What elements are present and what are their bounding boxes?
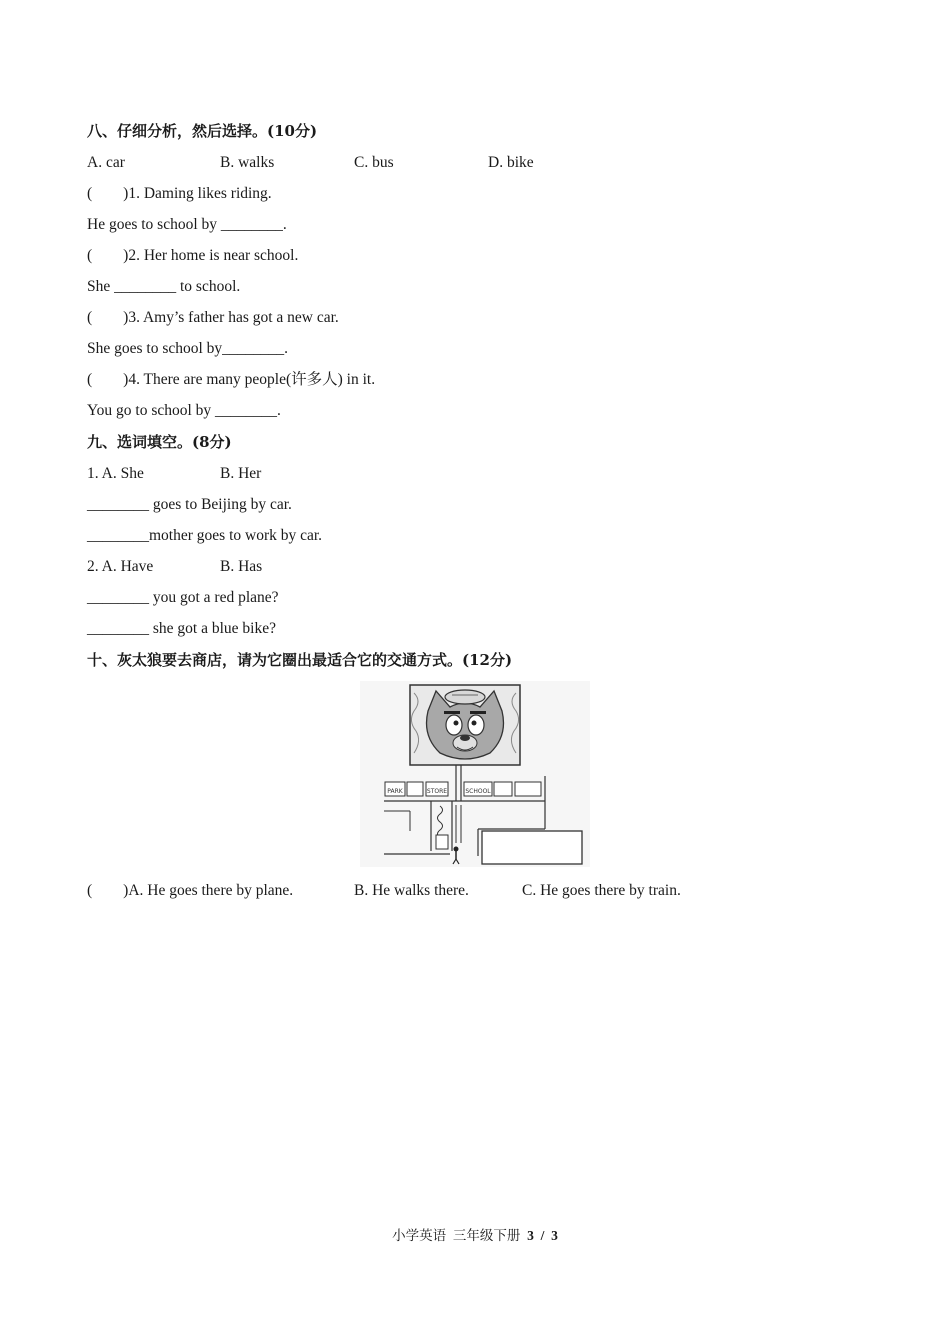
answer-option-c: C. He goes there by train.: [522, 882, 681, 899]
answer-option-b: B. He walks there.: [354, 882, 469, 899]
park-sign: PARK: [387, 788, 403, 795]
group-1-option-b: B. Her: [220, 465, 262, 482]
option-d: D. bike: [488, 154, 534, 171]
page-footer: [0, 1224, 950, 1244]
fill-line: ________ goes to Beijing by car.: [87, 496, 292, 513]
fill-line: ________ you got a red plane?: [87, 589, 279, 606]
answer-option-a: ( )A. He goes there by plane.: [87, 882, 294, 899]
fill-line: ________mother goes to work by car.: [87, 527, 323, 544]
answer-line-3: She goes to school by________.: [87, 340, 289, 357]
question-2: ( )2. Her home is near school.: [87, 247, 299, 264]
section-10-heading: 十、灰太狼要去商店，请为它圈出最适合它的交通方式。(12分): [87, 651, 513, 669]
group-2-option-b: B. Has: [220, 558, 263, 575]
store-sign: STORE: [426, 788, 448, 795]
group-1-option-a: 1. A. She: [87, 465, 144, 482]
question-1: ( )1. Daming likes riding.: [87, 185, 272, 202]
section-8-heading: 八、仔细分析，然后选择。(10分): [87, 122, 318, 140]
answer-line-4: You go to school by ________.: [87, 402, 281, 419]
section-9-heading: 九、选词填空。(8分): [87, 433, 232, 451]
option-c: C. bus: [354, 154, 394, 171]
fill-line: ________ she got a blue bike?: [87, 620, 276, 637]
option-a: A. car: [87, 154, 125, 171]
map-illustration: [360, 681, 590, 867]
page-number: 3 / 3: [527, 1228, 558, 1243]
answer-line-2: She ________ to school.: [87, 278, 241, 295]
question-4: ( )4. There are many people(许多人) in it.: [87, 371, 376, 388]
question-3: ( )3. Amy’s father has got a new car.: [87, 309, 339, 326]
group-2-option-a: 2. A. Have: [87, 558, 154, 575]
wolf-picture: [410, 685, 520, 765]
footer-subject: 小学英语 三年级下册: [392, 1228, 528, 1243]
answer-line-1: He goes to school by ________.: [87, 216, 287, 233]
option-b: B. walks: [220, 154, 275, 171]
school-sign: SCHOOL: [465, 788, 491, 795]
